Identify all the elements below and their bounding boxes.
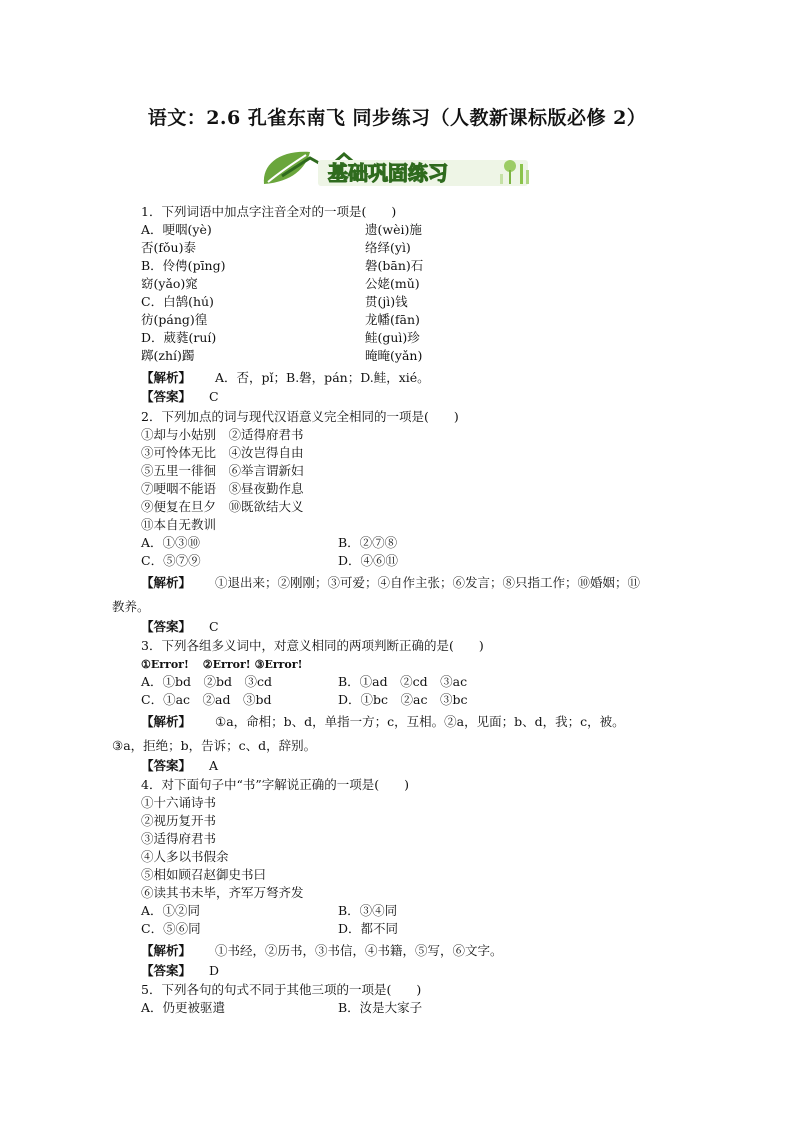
q2-option: B．②⑦⑧ (338, 535, 398, 550)
q1-row: 龙幡(fān) (365, 312, 420, 327)
q2-item: ③可怜体无比 ④汝岂得自由 (141, 445, 304, 460)
error-field: ②Error! (202, 658, 251, 671)
q1-row: C．白鹄(hú) (141, 294, 214, 309)
q2-item: ⑦哽咽不能语 ⑧昼夜勤作息 (141, 481, 304, 496)
q4-option: C．⑤⑥同 (141, 921, 201, 936)
q4-option: B．③④同 (338, 903, 398, 918)
analysis-text: ①退出来；②刚刚；③可爱；④自作主张；⑥发言；⑧只指工作；⑩婚姻；⑪ (215, 575, 641, 590)
answer-tag: 【答案】 (141, 758, 192, 773)
q1-row: B．伶俜(pīng) (141, 258, 226, 273)
q3-option: C．①ac ②ad ③bd (141, 692, 272, 707)
q2-stem: 2．下列加点的词与现代汉语意义完全相同的一项是( ) (141, 409, 459, 424)
analysis-text: ①a，命相；b、d，单指一方；c，互相。②a，见面；b、d，我；c，被。 (215, 714, 625, 729)
q1-row: 络绎(yì) (365, 240, 411, 255)
banner-text: 基础巩固练习 (328, 161, 448, 185)
answer-text: D (209, 963, 220, 978)
q4-item: ①十六诵诗书 (141, 795, 217, 810)
q2-option: D．④⑥⑪ (338, 553, 399, 568)
q1-row: 否(fǒu)泰 (141, 240, 196, 255)
section-banner (258, 146, 540, 190)
q3-analysis-cont: ③a，拒绝；b，告诉；c、d，辞别。 (112, 738, 317, 753)
q1-answer (141, 389, 219, 405)
q2-option: C．⑤⑦⑨ (141, 553, 201, 568)
page-title: 语文：2.6 孔雀东南飞 同步练习（人教新课标版必修 2） (147, 107, 647, 129)
q5-stem: 5．下列各句的句式不同于其他三项的一项是( ) (141, 982, 422, 997)
q2-item: ⑪本自无教训 (141, 517, 217, 532)
q4-analysis (141, 943, 503, 959)
q5-option: B．汝是大家子 (338, 1000, 423, 1015)
q3-option: B．①ad ②cd ③ac (338, 674, 468, 689)
q3-option: A．①bd ②bd ③cd (141, 674, 273, 689)
q1-analysis (141, 370, 430, 386)
q1-row: 贯(jì)钱 (365, 294, 408, 309)
q4-item: ⑥读其书未毕，齐军万弩齐发 (141, 885, 304, 900)
q1-row: 公姥(mǔ) (365, 276, 420, 291)
q2-analysis (141, 575, 640, 591)
analysis-tag: 【解析】 (141, 575, 192, 590)
q4-item: ⑤相如顾召赵御史书曰 (141, 867, 267, 882)
q5-option: A．仍更被驱遣 (141, 1000, 226, 1015)
q1-row: 鲑(guì)珍 (365, 330, 420, 345)
q1-row: 踯(zhí)躅 (141, 348, 195, 363)
q1-row: D．葳蕤(ruí) (141, 330, 217, 345)
answer-tag: 【答案】 (141, 963, 192, 978)
q4-stem: 4．对下面句子中“书”字解说正确的一项是( ) (141, 777, 409, 792)
q1-row: 遗(wèi)施 (365, 222, 422, 237)
analysis-tag: 【解析】 (141, 943, 192, 958)
analysis-text: A．否，pǐ；B.磐，pán；D.鲑，xié。 (215, 370, 430, 385)
q1-row: A．哽咽(yè) (141, 222, 212, 237)
analysis-text: ①书经，②历书，③书信，④书籍，⑤写，⑥文字。 (215, 943, 503, 958)
q2-item: ⑨便复在旦夕 ⑩既欲结大义 (141, 499, 304, 514)
q1-row: 窈(yǎo)窕 (141, 276, 198, 291)
q2-item: ①却与小姑别 ②适得府君书 (141, 427, 304, 442)
q1-row: 彷(páng)徨 (141, 312, 208, 327)
q4-item: ②视历复开书 (141, 813, 217, 828)
q2-analysis-cont: 教养。 (112, 599, 150, 614)
answer-text: C (209, 619, 219, 634)
q3-errors (141, 656, 302, 673)
q3-stem: 3．下列各组多义词中，对意义相同的两项判断正确的是( ) (141, 638, 484, 653)
q3-answer (141, 758, 218, 774)
q1-stem: 1．下列词语中加点字注音全对的一项是( ) (141, 204, 397, 219)
q2-item: ⑤五里一徘徊 ⑥举言谓新妇 (141, 463, 304, 478)
q4-item: ④人多以书假余 (141, 849, 229, 864)
answer-text: C (209, 389, 219, 404)
q1-row: 磐(bān)石 (365, 258, 424, 273)
error-field: ①Error! (141, 658, 189, 671)
q3-analysis (141, 714, 625, 730)
q4-option: D．都不同 (338, 921, 399, 936)
q1-row: 晻晻(yǎn) (365, 348, 423, 363)
q4-answer (141, 963, 219, 979)
answer-tag: 【答案】 (141, 619, 192, 634)
q2-option: A．①③⑩ (141, 535, 201, 550)
q2-answer (141, 619, 219, 635)
q4-option: A．①②同 (141, 903, 201, 918)
analysis-tag: 【解析】 (141, 714, 192, 729)
error-field: ③Error! (254, 658, 303, 671)
q3-option: D．①bc ②ac ③bc (338, 692, 468, 707)
answer-tag: 【答案】 (141, 389, 192, 404)
q4-item: ③适得府君书 (141, 831, 217, 846)
answer-text: A (209, 758, 219, 773)
analysis-tag: 【解析】 (141, 370, 192, 385)
